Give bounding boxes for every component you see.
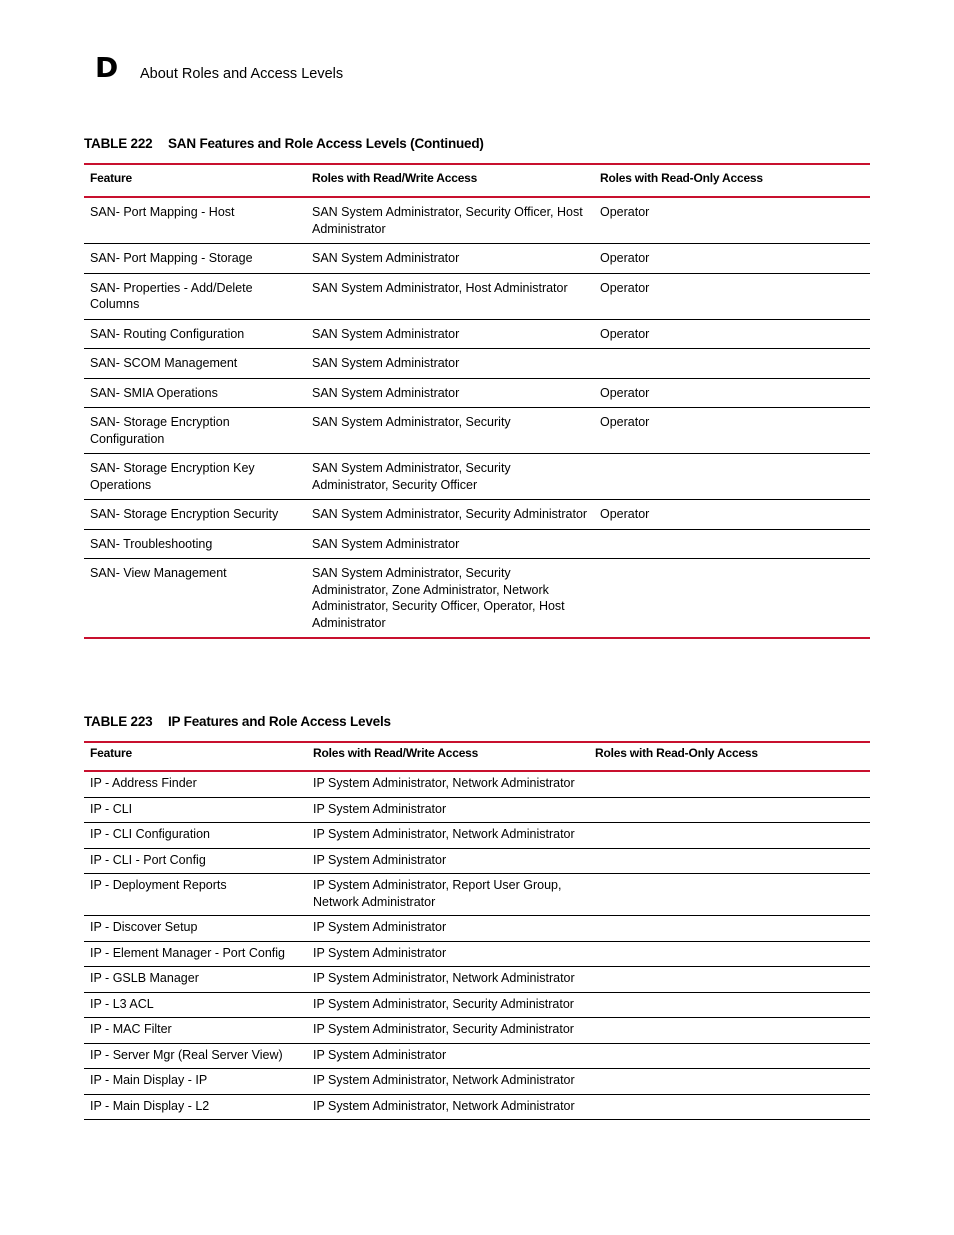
feature-cell: IP - Main Display - IP [84,1069,307,1095]
feature-cell: IP - Element Manager - Port Config [84,941,307,967]
table-row [84,454,870,500]
table-row [84,1018,870,1044]
table-row [84,823,870,849]
read-write-roles-cell: SAN System Administrator, Security [306,408,594,454]
column-header-read-write: Roles with Read/Write Access [307,742,589,771]
read-write-roles-cell: SAN System Administrator [306,529,594,559]
read-write-roles-cell: SAN System Administrator [306,349,594,379]
column-header-feature: Feature [84,742,307,771]
table-222 [84,163,870,639]
read-write-roles-cell: SAN System Administrator, Security Administrator, Zone Administrator, Network Administrator, Security Officer, Operator, Host Administrator [306,559,594,639]
table-223-caption [84,714,391,729]
feature-cell: IP - Main Display - L2 [84,1094,307,1120]
read-write-roles-cell: SAN System Administrator, Security Administrator [306,500,594,530]
feature-cell: IP - CLI Configuration [84,823,307,849]
read-write-roles-cell: IP System Administrator, Network Administrator [307,967,589,993]
feature-cell: SAN- Storage Encryption Security [84,500,306,530]
read-only-roles-cell: Operator [594,197,870,244]
table-223-number: TABLE 223 [84,714,153,729]
feature-cell: IP - Server Mgr (Real Server View) [84,1043,307,1069]
feature-cell: SAN- SMIA Operations [84,378,306,408]
column-header-read-write: Roles with Read/Write Access [306,164,594,197]
table-row [84,197,870,244]
read-write-roles-cell: SAN System Administrator, Security Administrator, Security Officer [306,454,594,500]
table-row [84,916,870,942]
read-only-roles-cell: Operator [594,273,870,319]
column-header-feature: Feature [84,164,306,197]
table-222-title: SAN Features and Role Access Levels (Continued) [168,136,484,151]
read-write-roles-cell: SAN System Administrator [306,244,594,274]
feature-cell: IP - MAC Filter [84,1018,307,1044]
table-row [84,244,870,274]
feature-cell: IP - GSLB Manager [84,967,307,993]
read-write-roles-cell: IP System Administrator, Network Administrator [307,823,589,849]
read-write-roles-cell: IP System Administrator, Report User Group, Network Administrator [307,874,589,916]
table-header-row [84,164,870,197]
feature-cell: SAN- Storage Encryption Key Operations [84,454,306,500]
table-row [84,500,870,530]
feature-cell: SAN- View Management [84,559,306,639]
read-only-roles-cell [594,454,870,500]
table-row [84,378,870,408]
table-222-caption [84,136,484,151]
read-only-roles-cell: Operator [594,244,870,274]
read-only-roles-cell [594,349,870,379]
feature-cell: SAN- SCOM Management [84,349,306,379]
table-row [84,941,870,967]
read-only-roles-cell [589,1069,870,1095]
table-row [84,529,870,559]
table-row [84,967,870,993]
table-row [84,848,870,874]
read-write-roles-cell: IP System Administrator [307,916,589,942]
read-only-roles-cell [594,529,870,559]
read-write-roles-cell: IP System Administrator, Network Administrator [307,1094,589,1120]
feature-cell: SAN- Port Mapping - Host [84,197,306,244]
feature-cell: SAN- Troubleshooting [84,529,306,559]
table-row [84,273,870,319]
read-write-roles-cell: SAN System Administrator [306,378,594,408]
feature-cell: IP - CLI - Port Config [84,848,307,874]
table-header-row [84,742,870,771]
read-write-roles-cell: IP System Administrator, Security Administrator [307,1018,589,1044]
column-header-read-only: Roles with Read-Only Access [594,164,870,197]
read-only-roles-cell [589,941,870,967]
feature-cell: IP - CLI [84,797,307,823]
read-write-roles-cell: SAN System Administrator [306,319,594,349]
feature-cell: SAN- Routing Configuration [84,319,306,349]
read-only-roles-cell [589,874,870,916]
read-only-roles-cell: Operator [594,378,870,408]
table-223 [84,741,870,1120]
read-only-roles-cell [589,916,870,942]
column-header-read-only: Roles with Read-Only Access [589,742,870,771]
feature-cell: SAN- Properties - Add/Delete Columns [84,273,306,319]
read-only-roles-cell [589,1018,870,1044]
table-row [84,992,870,1018]
read-only-roles-cell [589,1094,870,1120]
table-row [84,874,870,916]
feature-cell: IP - Deployment Reports [84,874,307,916]
table-row [84,797,870,823]
table-row [84,1094,870,1120]
read-only-roles-cell [589,823,870,849]
read-only-roles-cell [589,797,870,823]
read-only-roles-cell [589,992,870,1018]
read-only-roles-cell: Operator [594,319,870,349]
read-only-roles-cell [589,771,870,797]
feature-cell: IP - Discover Setup [84,916,307,942]
read-only-roles-cell [589,848,870,874]
table-row [84,1043,870,1069]
table-row [84,559,870,639]
table-row [84,771,870,797]
read-write-roles-cell: IP System Administrator [307,848,589,874]
read-only-roles-cell [589,1043,870,1069]
table-223-title: IP Features and Role Access Levels [168,714,391,729]
read-write-roles-cell: IP System Administrator [307,941,589,967]
read-only-roles-cell: Operator [594,500,870,530]
feature-cell: SAN- Port Mapping - Storage [84,244,306,274]
read-only-roles-cell [589,967,870,993]
table-row [84,408,870,454]
table-row [84,1069,870,1095]
table-222-number: TABLE 222 [84,136,153,151]
chapter-title: About Roles and Access Levels [140,66,344,82]
table-row [84,319,870,349]
feature-cell: IP - L3 ACL [84,992,307,1018]
table-row [84,349,870,379]
read-only-roles-cell [594,559,870,639]
read-write-roles-cell: IP System Administrator, Security Administrator [307,992,589,1018]
read-write-roles-cell: IP System Administrator [307,1043,589,1069]
read-write-roles-cell: IP System Administrator, Network Administrator [307,771,589,797]
read-write-roles-cell: IP System Administrator [307,797,589,823]
read-write-roles-cell: IP System Administrator, Network Administrator [307,1069,589,1095]
chapter-letter: D [95,51,119,84]
feature-cell: SAN- Storage Encryption Configuration [84,408,306,454]
read-write-roles-cell: SAN System Administrator, Security Officer, Host Administrator [306,197,594,244]
read-only-roles-cell: Operator [594,408,870,454]
feature-cell: IP - Address Finder [84,771,307,797]
read-write-roles-cell: SAN System Administrator, Host Administrator [306,273,594,319]
